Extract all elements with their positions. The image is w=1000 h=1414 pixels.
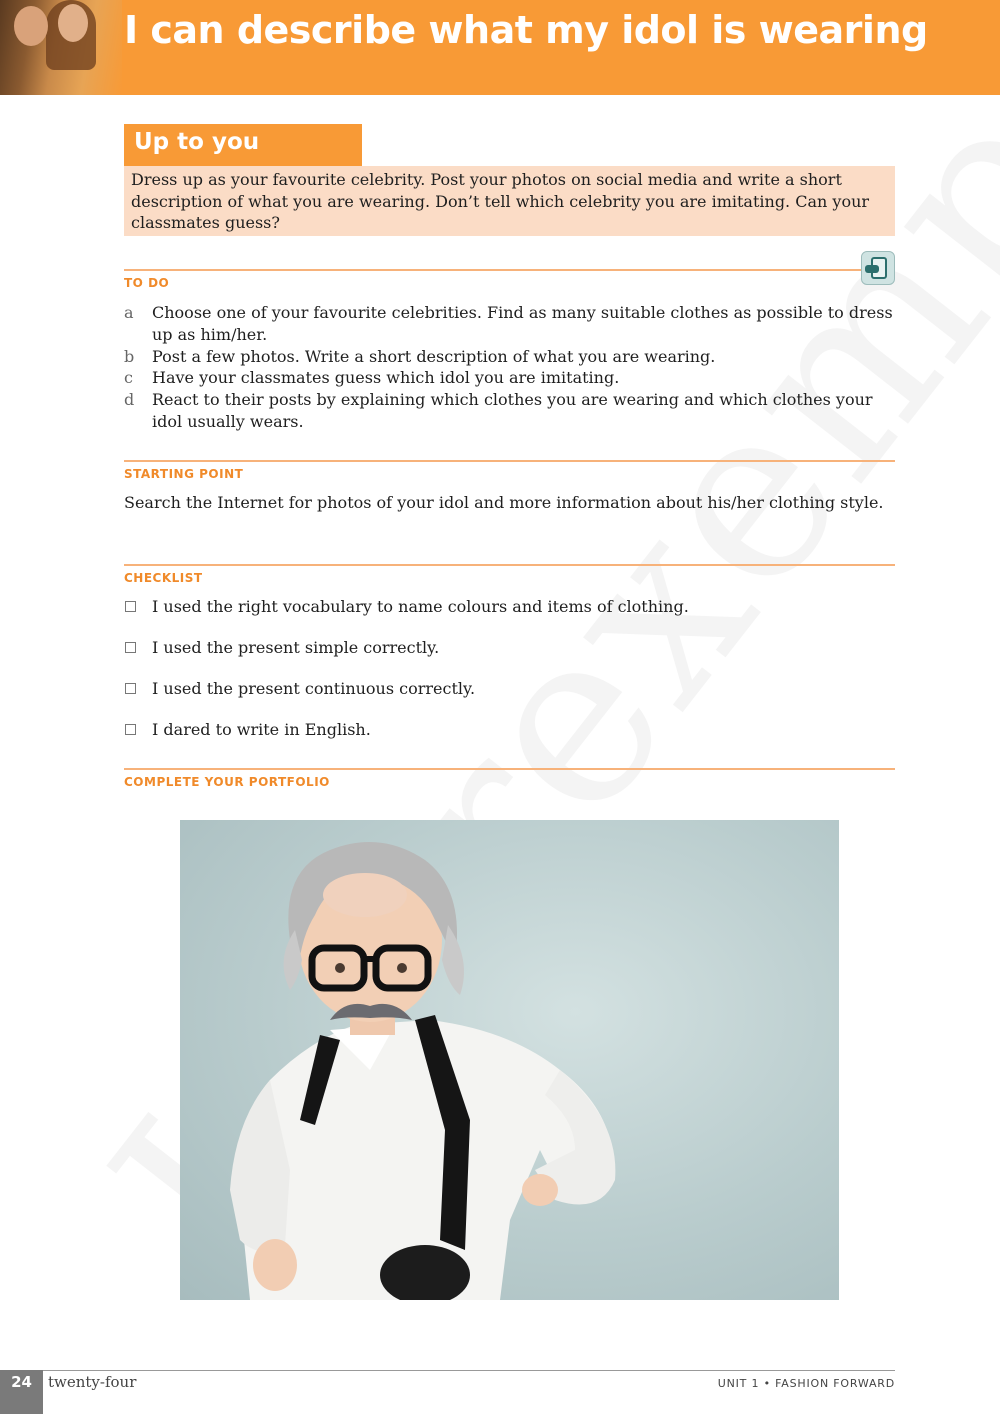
checklist-item xyxy=(124,678,895,719)
empty-checkbox-icon[interactable] xyxy=(125,724,136,735)
checklist-item xyxy=(124,596,895,637)
header-photo xyxy=(0,0,122,95)
item-text: React to their posts by explaining which clothes you are wearing and which clothes your idol usually wears. xyxy=(152,390,873,431)
checklist-item xyxy=(124,719,895,760)
list-item xyxy=(124,302,899,346)
page-header xyxy=(0,0,1000,95)
checklist-text: I used the present continuous correctly. xyxy=(152,679,476,698)
tablet-chat-icon xyxy=(861,251,895,285)
item-letter: b xyxy=(124,346,135,366)
empty-checkbox-icon[interactable] xyxy=(125,642,136,653)
list-item xyxy=(124,367,899,389)
checklist-item xyxy=(124,637,895,678)
page-number: 24 xyxy=(0,1370,43,1414)
divider xyxy=(124,460,895,462)
item-letter: d xyxy=(124,390,135,410)
item-text: Choose one of your favourite celebrities. Find as many suitable clothes as possible to dress up as him/her. xyxy=(152,303,893,344)
starting-point-text: Search the Internet for photos of your idol and more information about his/her clothing style. xyxy=(124,493,884,512)
checklist-text: I used the present simple correctly. xyxy=(152,638,440,657)
checklist xyxy=(124,596,895,760)
divider xyxy=(124,564,895,566)
item-text: Have your classmates guess which idol you are imitating. xyxy=(152,368,620,388)
checklist-text: I used the right vocabulary to name colours and items of clothing. xyxy=(152,597,689,616)
portfolio-label: COMPLETE YOUR PORTFOLIO xyxy=(124,775,330,789)
section-heading: Up to you xyxy=(124,124,362,166)
checklist-text: I dared to write in English. xyxy=(152,720,371,739)
item-text: Post a few photos. Write a short description of what you are wearing. xyxy=(152,346,716,366)
checklist-label: CHECKLIST xyxy=(124,571,203,585)
empty-checkbox-icon[interactable] xyxy=(125,601,136,612)
divider xyxy=(124,269,895,271)
item-letter: a xyxy=(124,303,134,322)
unit-title: UNIT 1 • FASHION FORWARD xyxy=(717,1377,895,1390)
child-costume-photo xyxy=(180,820,839,1300)
page-number-word: twenty-four xyxy=(48,1373,137,1391)
todo-list xyxy=(124,302,899,433)
divider xyxy=(124,768,895,770)
starting-point-label: STARTING POINT xyxy=(124,467,244,481)
page-title: I can describe what my idol is wearing xyxy=(124,8,928,52)
todo-label: TO DO xyxy=(124,276,170,290)
footer-divider xyxy=(0,1370,895,1371)
item-letter: c xyxy=(124,368,133,388)
list-item xyxy=(124,389,899,433)
empty-checkbox-icon[interactable] xyxy=(125,683,136,694)
list-item xyxy=(124,346,899,368)
intro-text: Dress up as your favourite celebrity. Post your photos on social media and write a short description of what you are wearing. Don’t tell which celebrity you are imitating. Can your classmates guess? xyxy=(124,166,895,236)
